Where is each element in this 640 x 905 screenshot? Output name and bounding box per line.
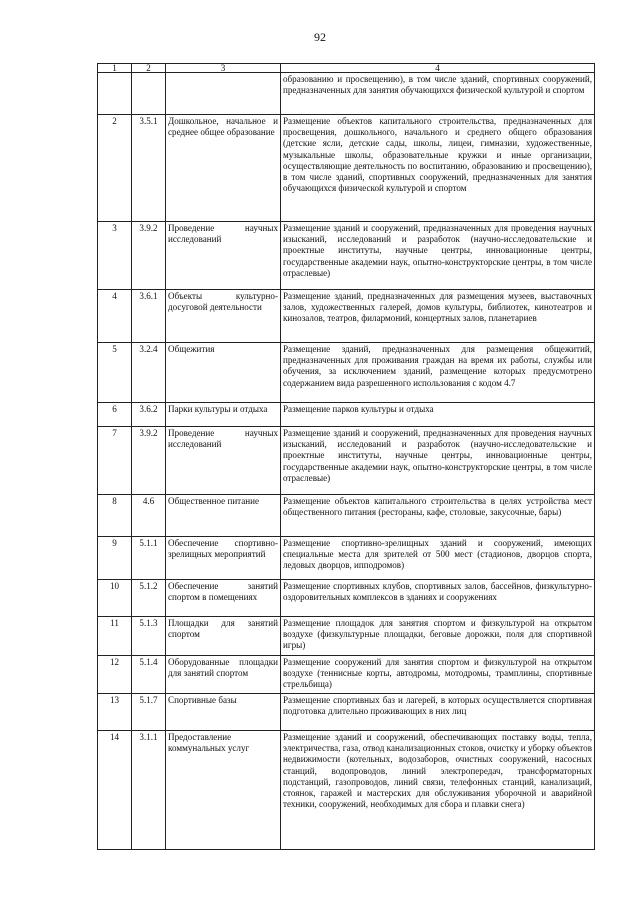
table-row: [98, 73, 595, 115]
land-use-table: [97, 63, 595, 850]
row-number: 4: [98, 290, 132, 343]
land-use-name: Обеспечение спортивно-зрелищных мероприятий: [166, 537, 281, 580]
land-use-description: Размещение объектов капитального строительства в целях устройства мест общественного питания (рестораны, кафе, столовые, закусочные, бары): [281, 495, 595, 537]
land-use-description: Размещение зданий и сооружений, обеспечивающих поставку воды, тепла, электричества, газа, отвод канализационных стоков, очистку и уборку объектов недвижимости (котельных, водозаборов, очистных сооружений, насосных станций, водопроводов, линий электропередач, трансформаторных подстанций, газопроводов, линий связи, телефонных станций, канализаций, стоянок, гаражей и мастерских для обслуживания уборочной и аварийной техники, сооружений, необходимых для сбора и плавки снега): [281, 731, 595, 850]
table-row: [98, 694, 595, 731]
row-number: 10: [98, 580, 132, 617]
land-use-name: Общежития: [166, 343, 281, 403]
land-use-description: Размещение площадок для занятия спортом и физкультурой на открытом воздухе (физкультурные площадки, беговые дорожки, поля для спортивной игры): [281, 617, 595, 656]
classifier-code: 3.9.2: [132, 222, 166, 290]
table-row: [98, 222, 595, 290]
row-number: 3: [98, 222, 132, 290]
row-number: 6: [98, 403, 132, 427]
table-row: [98, 343, 595, 403]
classifier-code: 3.6.1: [132, 290, 166, 343]
land-use-description: Размещение парков культуры и отдыха: [281, 403, 595, 427]
classifier-code: 5.1.1: [132, 537, 166, 580]
land-use-description: Размещение спортивных баз и лагерей, в которых осуществляется спортивная подготовка длительно проживающих в них лиц: [281, 694, 595, 731]
land-use-name: Предоставление коммунальных услуг: [166, 731, 281, 850]
row-number: 5: [98, 343, 132, 403]
row-number: 7: [98, 427, 132, 495]
classifier-code: 5.1.2: [132, 580, 166, 617]
land-use-description: Размещение зданий и сооружений, предназначенных для проведения научных изысканий, исследований и разработок (научно-исследовательские и проектные институты, научные центры, инновационные центры, государственные академии наук, опытно-конструкторские центры, в том числе отраслевые): [281, 427, 595, 495]
table-row: [98, 537, 595, 580]
land-use-description: Размещение спортивно-зрелищных зданий и сооружений, имеющих специальные места для зрителей от 500 мест (стадионов, дворцов спорта, ледовых дворцов, ипподромов): [281, 537, 595, 580]
classifier-code: 3.6.2: [132, 403, 166, 427]
classifier-code: 3.1.1: [132, 731, 166, 850]
classifier-code: 5.1.4: [132, 656, 166, 694]
row-number: 8: [98, 495, 132, 537]
table-row: [98, 290, 595, 343]
table-row: [98, 731, 595, 850]
row-number: 9: [98, 537, 132, 580]
table-row: [98, 427, 595, 495]
table-row: [98, 617, 595, 656]
land-use-description: Размещение объектов капитального строительства, предназначенных для просвещения, дошкольного, начального и среднего общего образования (детские ясли, детские сады, школы, лицеи, гимназии, художественные, музыкальные школы, образовательные кружки и иные организации, осуществляющие деятельность по воспитанию, образованию и просвещению), в том числе зданий, спортивных сооружений, предназначенных для занятия обучающихся физической культурой и спортом: [281, 115, 595, 222]
column-header-3: 3: [166, 64, 281, 73]
classifier-code: 5.1.3: [132, 617, 166, 656]
land-use-name: Оборудованные площадки для занятий спортом: [166, 656, 281, 694]
classifier-code: 3.5.1: [132, 115, 166, 222]
column-header-1: 1: [98, 64, 132, 73]
column-header-2: 2: [132, 64, 166, 73]
header-row: [98, 64, 595, 73]
land-use-description: Размещение зданий и сооружений, предназначенных для проведения научных изысканий, исследований и разработок (научно-исследовательские и проектные институты, научные центры, инновационные центры, государственные академии наук, опытно-конструкторские центры, в том числе отраслевые): [281, 222, 595, 290]
land-use-description: Размещение зданий, предназначенных для размещения общежитий, предназначенных для проживания граждан на время их работы, службы или обучения, за исключением зданий, размещение которых предусмотрено содержанием вида разрешенного использования с кодом 4.7: [281, 343, 595, 403]
table-row: [98, 656, 595, 694]
land-use-name: Площадки для занятий спортом: [166, 617, 281, 656]
row-number: 11: [98, 617, 132, 656]
land-use-name: Проведение научных исследований: [166, 222, 281, 290]
classifier-code: 4.6: [132, 495, 166, 537]
row-number: [98, 73, 132, 115]
land-use-name: [166, 73, 281, 115]
land-use-name: Проведение научных исследований: [166, 427, 281, 495]
table-row: [98, 115, 595, 222]
land-use-description: Размещение спортивных клубов, спортивных залов, бассейнов, физкультурно-оздоровительных комплексов в зданиях и сооружениях: [281, 580, 595, 617]
land-use-name: Спортивные базы: [166, 694, 281, 731]
page-number: 92: [314, 30, 326, 44]
classifier-code: 5.1.7: [132, 694, 166, 731]
land-use-name: Обеспечение занятий спортом в помещениях: [166, 580, 281, 617]
table-row: [98, 403, 595, 427]
classifier-code: 3.9.2: [132, 427, 166, 495]
table-row: [98, 495, 595, 537]
land-use-description: Размещение сооружений для занятия спортом и физкультурой на открытом воздухе (теннисные корты, автодромы, мотодромы, трамплины, спортивные стрельбища): [281, 656, 595, 694]
land-use-name: Общественное питание: [166, 495, 281, 537]
row-number: 2: [98, 115, 132, 222]
land-use-description: образованию и просвещению), в том числе зданий, спортивных сооружений, предназначенных для занятия обучающихся физической культурой и спортом: [281, 73, 595, 115]
land-use-name: Объекты культурно-досуговой деятельности: [166, 290, 281, 343]
classifier-code: 3.2.4: [132, 343, 166, 403]
land-use-name: Парки культуры и отдыха: [166, 403, 281, 427]
row-number: 13: [98, 694, 132, 731]
table-row: [98, 580, 595, 617]
land-use-description: Размещение зданий, предназначенных для размещения музеев, выставочных залов, художественных галерей, домов культуры, библиотек, кинотеатров и кинозалов, театров, филармоний, концертных залов, планетариев: [281, 290, 595, 343]
column-header-4: 4: [281, 64, 595, 73]
classifier-code: [132, 73, 166, 115]
row-number: 12: [98, 656, 132, 694]
row-number: 14: [98, 731, 132, 850]
land-use-name: Дошкольное, начальное и среднее общее образование: [166, 115, 281, 222]
